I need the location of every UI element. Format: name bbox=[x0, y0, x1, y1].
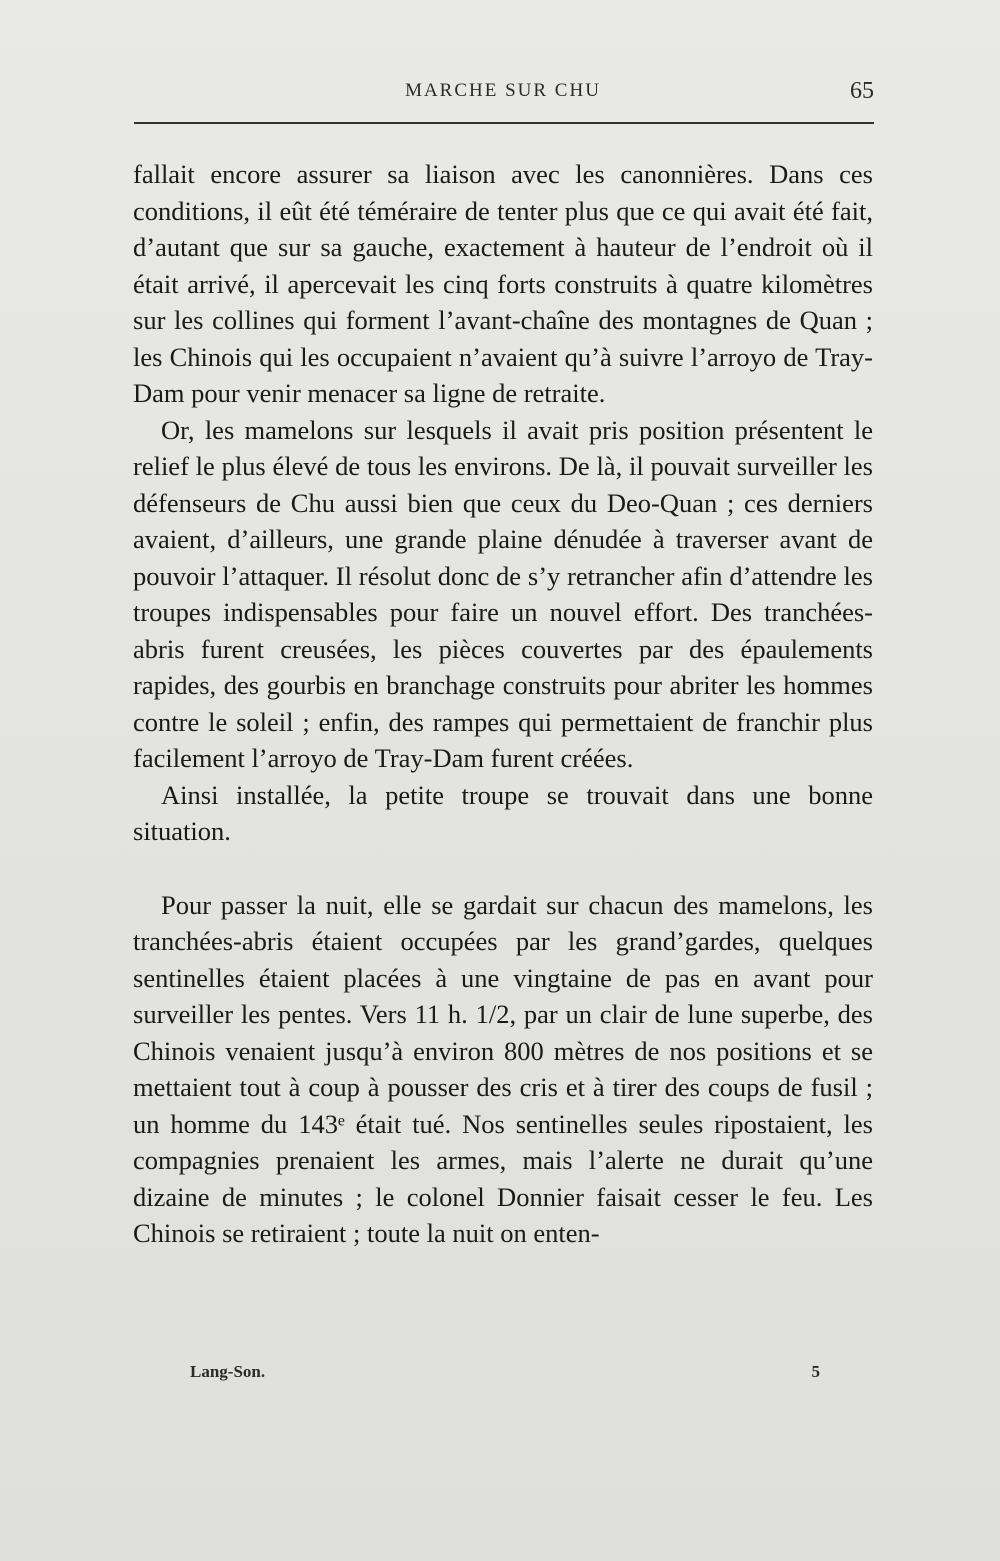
paragraph: Ainsi installée, la petite troupe se trouvait dans une bonne situation. bbox=[133, 779, 873, 846]
body-text bbox=[133, 156, 873, 1252]
paragraph: Or, les mamelons sur lesquels il avait pris position présentent le relief le plus élevé de tous les environs. De là, il pouvait surveiller les défenseurs de Chu aussi bien que ceux du Deo-Quan ; ces derniers avaient, d’ailleurs, une grande plaine dénudée à traverser avant de pouvoir l’attaquer. Il résolut donc de s’y retrancher afin d’attendre les troupes indispensables pour faire un nouvel effort. Des tranchées-abris furent creusées, les pièces couvertes par des épaulements rapides, des gourbis en branchage construits pour abriter les hommes contre le soleil ; enfin, des rampes qui permettaient de franchir plus facilement l’arroyo de Tray-Dam furent créées. bbox=[133, 414, 873, 773]
header-rule bbox=[134, 122, 874, 124]
footer bbox=[190, 1362, 820, 1388]
page-number: 65 bbox=[850, 78, 874, 104]
running-header bbox=[132, 80, 874, 110]
signature-mark: Lang-Son. bbox=[190, 1362, 266, 1381]
section-break bbox=[133, 850, 873, 887]
paragraph: fallait encore assurer sa liaison avec les canonnières. Dans ces conditions, il eût été téméraire de tenter plus que ce qui avait été fait, d’autant que sur sa gauche, exactement à hauteur de l’endroit où il était arrivé, il apercevait les cinq forts construits à quatre kilomètres sur les collines qui forment l’avant-chaîne des montagnes de Quan ; les Chinois qui les occupaient n’avaient qu’à suivre l’arroyo de Tray-Dam pour venir menacer sa ligne de retraite. bbox=[133, 159, 873, 408]
running-title: MARCHE SUR CHU bbox=[405, 80, 601, 101]
paragraph: Pour passer la nuit, elle se gardait sur chacun des mamelons, les tranchées-abris étaient occupées par les grand’gardes, quelques sentinelles étaient placées à une vingtaine de pas en avant pour surveiller les pentes. Vers 11 h. 1/2, par un clair de lune superbe, des Chinois venaient jusqu’à environ 800 mètres de nos positions et se mettaient tout à coup à pousser des cris et à tirer des coups de fusil ; un homme du 143ᵉ était tué. Nos sentinelles seules ripostaient, les compagnies prenaient les armes, mais l’alerte ne durait qu’une dizaine de minutes ; le colonel Donnier faisait cesser le feu. Les Chinois se retiraient ; toute la nuit on enten- bbox=[133, 889, 873, 1248]
sheet-number: 5 bbox=[811, 1362, 820, 1381]
